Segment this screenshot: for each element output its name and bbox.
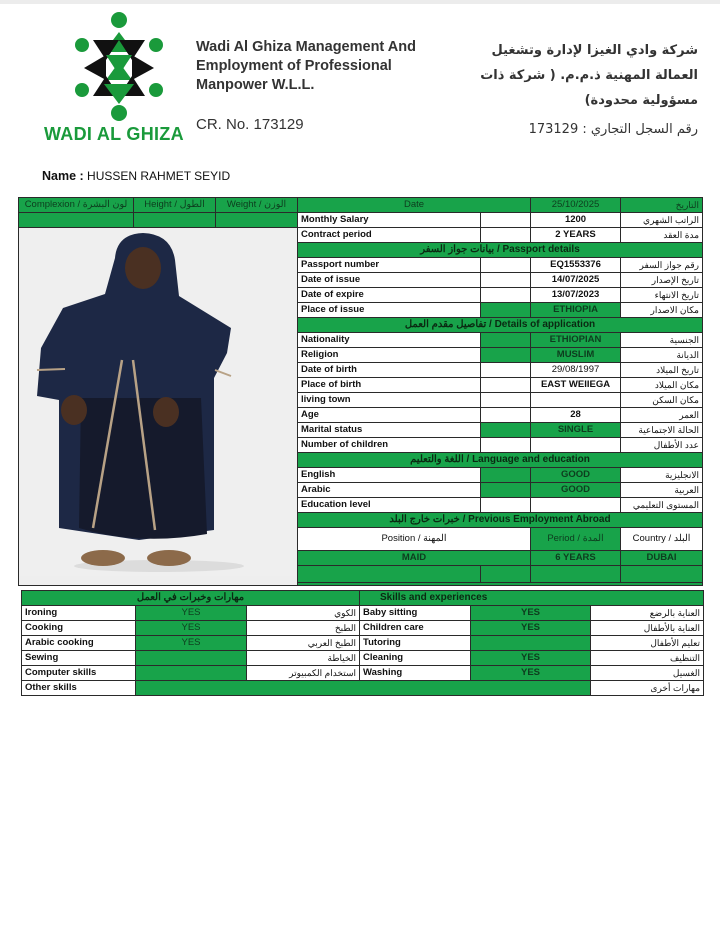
skill-ar: الطبخ — [247, 621, 360, 636]
arabic-ar: العربية — [621, 483, 703, 498]
other-skills-label: Other skills — [22, 681, 136, 696]
date-value: 25/10/2025 — [531, 198, 621, 213]
pob-label: Place of birth — [298, 378, 481, 393]
skill-row — [22, 606, 704, 621]
skill-value — [136, 666, 247, 681]
living-town-spacer — [481, 393, 531, 408]
skill-value: YES — [136, 606, 247, 621]
skill-label: Computer skills — [22, 666, 136, 681]
skills-table — [21, 590, 704, 696]
skill-ar: الغسيل — [591, 666, 704, 681]
weight-header: Weight / الوزن — [216, 198, 298, 213]
arabic-spacer — [481, 483, 531, 498]
religion-ar: الديانة — [621, 348, 703, 363]
weight-value — [216, 213, 298, 228]
top-divider — [0, 0, 720, 4]
skill-value: YES — [136, 636, 247, 651]
age-label: Age — [298, 408, 481, 423]
nationality-label: Nationality — [298, 333, 481, 348]
english-spacer — [481, 468, 531, 483]
skills-title-en: Skills and experiences — [360, 591, 704, 606]
skill-row — [22, 666, 704, 681]
height-value — [134, 213, 216, 228]
age-spacer — [481, 408, 531, 423]
candidate-photo — [19, 228, 298, 586]
expire-date-spacer — [481, 288, 531, 303]
height-header: Height / الطول — [134, 198, 216, 213]
issue-date-spacer — [481, 273, 531, 288]
skill-row — [22, 636, 704, 651]
salary-ar: الراتب الشهري — [621, 213, 703, 228]
language-section-header: اللغة والتعليم / Language and education — [298, 453, 703, 468]
skill-label: Sewing — [22, 651, 136, 666]
religion-spacer — [481, 348, 531, 363]
skill-ar: استخدام الكمبيوتر — [247, 666, 360, 681]
marital-value: SINGLE — [531, 423, 621, 438]
complexion-value — [19, 213, 134, 228]
skill-label: Baby sitting — [360, 606, 471, 621]
complexion-header: Complexion / لون البشرة — [19, 198, 134, 213]
brand-name: WADI AL GHIZA — [44, 124, 184, 144]
skill-value: YES — [471, 651, 591, 666]
passport-number-value: EQ1553376 — [531, 258, 621, 273]
other-skills-value — [136, 681, 591, 696]
skill-value: YES — [136, 621, 247, 636]
issue-date-value: 14/07/2025 — [531, 273, 621, 288]
employment-empty-1 — [298, 566, 481, 583]
employment-empty-3 — [531, 566, 621, 583]
skill-label: Cooking — [22, 621, 136, 636]
age-ar: العمر — [621, 408, 703, 423]
skill-value: YES — [471, 621, 591, 636]
contract-value: 2 YEARS — [531, 228, 621, 243]
skill-ar: الطبخ العربي — [247, 636, 360, 651]
employment-period-value: 6 YEARS — [531, 551, 621, 566]
contract-ar: مدة العقد — [621, 228, 703, 243]
skill-label: Arabic cooking — [22, 636, 136, 651]
other-skills-ar: مهارات أخرى — [591, 681, 704, 696]
living-town-value — [531, 393, 621, 408]
english-ar: الانجليزية — [621, 468, 703, 483]
skill-ar: العناية بالرضع — [591, 606, 704, 621]
dob-label: Date of birth — [298, 363, 481, 378]
living-town-label: living town — [298, 393, 481, 408]
arabic-label: Arabic — [298, 483, 481, 498]
place-issue-value: ETHIOPIA — [531, 303, 621, 318]
issue-date-label: Date of issue — [298, 273, 481, 288]
passport-number-spacer — [481, 258, 531, 273]
age-value: 28 — [531, 408, 621, 423]
passport-number-label: Passport number — [298, 258, 481, 273]
candidate-name — [42, 169, 230, 183]
employment-empty-2 — [481, 566, 531, 583]
employment-position-header: Position / المهنة — [298, 528, 531, 551]
salary-value: 1200 — [531, 213, 621, 228]
skill-label: Children care — [360, 621, 471, 636]
education-value — [531, 498, 621, 513]
cr-number-ar: رقم السجل التجاري : 173129 — [528, 122, 698, 137]
nationality-value: ETHIOPIAN — [531, 333, 621, 348]
skill-label: Cleaning — [360, 651, 471, 666]
children-value — [531, 438, 621, 453]
employment-footer — [298, 583, 703, 586]
pob-spacer — [481, 378, 531, 393]
other-skills-row — [22, 681, 704, 696]
english-label: English — [298, 468, 481, 483]
living-town-ar: مكان السكن — [621, 393, 703, 408]
marital-label: Marital status — [298, 423, 481, 438]
pob-ar: مكان الميلاد — [621, 378, 703, 393]
candidate-photo-figure — [19, 228, 296, 576]
date-label: Date — [298, 198, 531, 213]
education-ar: المستوى التعليمي — [621, 498, 703, 513]
expire-date-ar: تاريخ الانتهاء — [621, 288, 703, 303]
contract-spacer — [481, 228, 531, 243]
skill-value: YES — [471, 606, 591, 621]
place-issue-ar: مكان الاصدار — [621, 303, 703, 318]
nationality-spacer — [481, 333, 531, 348]
name-value: HUSSEN RAHMET SEYID — [87, 169, 231, 183]
contract-label: Contract period — [298, 228, 481, 243]
company-name-ar: شركة وادي الغيزا لإدارة وتشغيل العمالة المهنية ذ.م.م. ( شركة ذات مسؤولية محدودة) — [480, 43, 698, 108]
marital-spacer — [481, 423, 531, 438]
employment-country-value: DUBAI — [621, 551, 703, 566]
children-label: Number of children — [298, 438, 481, 453]
nationality-ar: الجنسية — [621, 333, 703, 348]
skill-row — [22, 621, 704, 636]
education-spacer — [481, 498, 531, 513]
salary-spacer — [481, 213, 531, 228]
name-label: Name : — [42, 169, 84, 183]
english-value: GOOD — [531, 468, 621, 483]
employment-position-value: MAID — [298, 551, 531, 566]
religion-value: MUSLIM — [531, 348, 621, 363]
skill-ar: الكوي — [247, 606, 360, 621]
arabic-value: GOOD — [531, 483, 621, 498]
skill-label: Ironing — [22, 606, 136, 621]
skill-ar: التنظيف — [591, 651, 704, 666]
children-spacer — [481, 438, 531, 453]
date-ar: التاريخ — [621, 198, 703, 213]
application-table — [18, 197, 703, 586]
marital-ar: الحالة الاجتماعية — [621, 423, 703, 438]
dob-spacer — [481, 363, 531, 378]
children-ar: عدد الأطفال — [621, 438, 703, 453]
pob-value: EAST WEIIEGA — [531, 378, 621, 393]
dob-value: 29/08/1997 — [531, 363, 621, 378]
dob-ar: تاريخ الميلاد — [621, 363, 703, 378]
skill-ar: تعليم الأطفال — [591, 636, 704, 651]
skill-value: YES — [471, 666, 591, 681]
employment-country-header: Country / البلد — [621, 528, 703, 551]
religion-label: Religion — [298, 348, 481, 363]
skill-row — [22, 651, 704, 666]
application-section-header: تفاصيل مقدم العمل / Details of application — [298, 318, 703, 333]
salary-label: Monthly Salary — [298, 213, 481, 228]
place-issue-label: Place of issue — [298, 303, 481, 318]
skill-value — [471, 636, 591, 651]
passport-number-ar: رقم جواز السفر — [621, 258, 703, 273]
skills-title-ar: مهارات وخبرات في العمل — [22, 591, 360, 606]
skill-ar: العناية بالأطفال — [591, 621, 704, 636]
cr-number-en: CR. No. 173129 — [196, 116, 304, 133]
expire-date-label: Date of expire — [298, 288, 481, 303]
skill-value — [136, 651, 247, 666]
skill-label: Tutoring — [360, 636, 471, 651]
company-name-en: Wadi Al Ghiza Management And Employment of Professional Manpower W.L.L. — [196, 39, 416, 93]
employment-empty-4 — [621, 566, 703, 583]
issue-date-ar: تاريخ الإصدار — [621, 273, 703, 288]
place-issue-spacer — [481, 303, 531, 318]
employment-section-header: خبرات خارج البلد / Previous Employment Abroad — [298, 513, 703, 528]
expire-date-value: 13/07/2023 — [531, 288, 621, 303]
skill-ar: الخياطة — [247, 651, 360, 666]
employment-period-header: Period / المدة — [531, 528, 621, 551]
education-label: Education level — [298, 498, 481, 513]
skill-label: Washing — [360, 666, 471, 681]
passport-section-header: بيانات جواز السفر / Passport details — [298, 243, 703, 258]
